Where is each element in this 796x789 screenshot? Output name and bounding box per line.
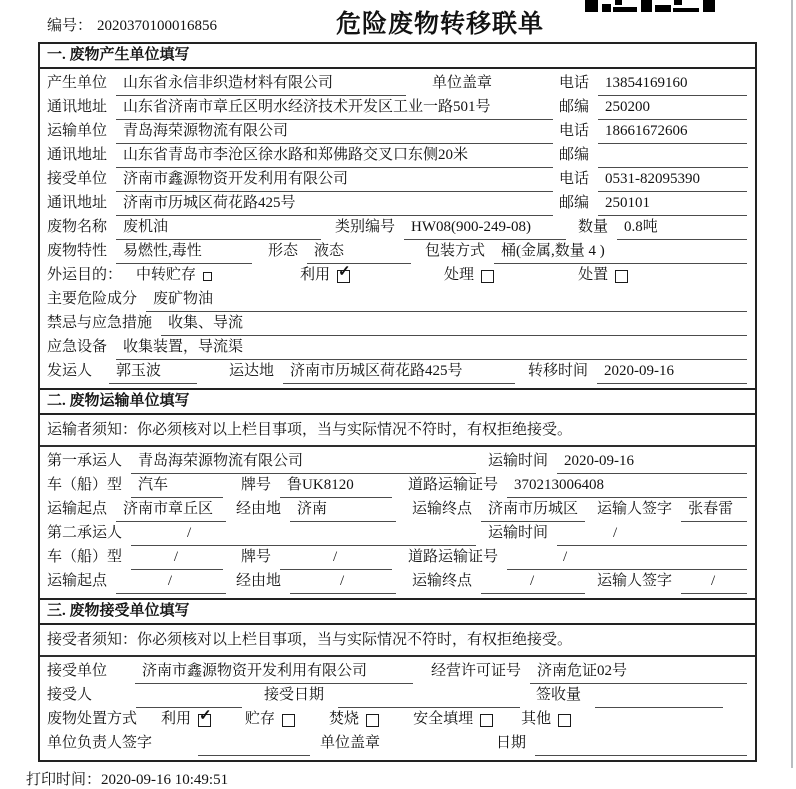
form-value: 液态: [307, 240, 411, 264]
waste-name-value: 废机油: [116, 216, 321, 240]
transfer-date-value: 2020-09-16: [597, 360, 747, 384]
vehicle-row-1: [40, 474, 755, 498]
endpoint2-value: /: [481, 570, 585, 594]
receiver-row: [40, 168, 755, 192]
receiver-label: 接受单位: [47, 171, 108, 187]
destination-label: 运达地: [229, 363, 275, 379]
option-transit-storage-label: 中转贮存: [136, 267, 197, 283]
destination-value: 济南市历城区荷花路425号: [283, 360, 515, 384]
plate-number-label: 牌号: [241, 477, 272, 493]
waste-name-row: [40, 216, 755, 240]
checkbox-disposal-other: [558, 714, 571, 727]
producer-address-value: 山东省济南市章丘区明水经济技术开发区工业一路501号: [116, 96, 553, 120]
quantity-label: 数量: [578, 219, 609, 235]
plate-number2-value: /: [280, 546, 392, 570]
checkbox-disposal-store: [282, 714, 295, 727]
license-label: 经营许可证号: [431, 663, 522, 679]
emergency-equipment-value: 收集装置，导流渠: [116, 336, 747, 360]
unit-seal-label: 单位盖章: [432, 75, 493, 91]
origin-value: 济南市章丘区: [116, 498, 226, 522]
section3-body: [40, 657, 755, 760]
receiver-zip-value: 250101: [598, 192, 747, 216]
option-store-label: 贮存: [245, 711, 276, 727]
section2-header: 二. 废物运输单位填写: [40, 388, 755, 415]
option-incinerate-label: 焚烧: [329, 711, 360, 727]
transport-time-label: 运输时间: [488, 453, 549, 469]
qr-code-fragment: [585, 0, 715, 12]
carrier-sign-label: 运输人签字: [597, 573, 673, 589]
option-landfill-label: 安全填埋: [413, 711, 474, 727]
producer-label: 产生单位: [47, 75, 108, 91]
option-treat-label: 处理: [444, 267, 475, 283]
first-carrier-label: 第一承运人: [47, 453, 123, 469]
section1-body: [40, 69, 755, 388]
waste-traits-label: 废物特性: [47, 243, 108, 259]
hazard-component-value: 废矿物油: [146, 288, 747, 312]
transporter-phone-value: 18661672606: [598, 120, 747, 144]
origin2-value: /: [116, 570, 226, 594]
receiver-notice: 接受者须知：你必须核对以上栏目事项，当与实际情况不符时，有权拒绝接受。: [40, 625, 755, 657]
address-label: 通讯地址: [47, 99, 108, 115]
zip-label: 邮编: [559, 195, 590, 211]
first-carrier-row: [40, 450, 755, 474]
road-permit-label: 道路运输证号: [408, 477, 499, 493]
responsible-sign-value: [198, 732, 310, 756]
plate-number-label: 牌号: [241, 549, 272, 565]
recipient-label: 接受人: [47, 687, 93, 703]
document-number-label: 编号：: [47, 18, 93, 34]
producer-value: 山东省永信非织造材料有限公司: [116, 72, 406, 96]
transporter-row: [40, 120, 755, 144]
second-carrier-label: 第二承运人: [47, 525, 123, 541]
transporter-address-row: [40, 144, 755, 168]
outbound-purpose-row: [40, 264, 755, 288]
packing-value: 桶(金属,数量 4 ): [494, 240, 747, 264]
emergency-equipment-label: 应急设备: [47, 339, 108, 355]
checkbox-treat: [481, 270, 494, 283]
receiver-address-value: 济南市历城区荷花路425号: [116, 192, 553, 216]
emergency-measures-value: 收集、导流: [161, 312, 747, 336]
transporter-address-col1: [47, 144, 559, 168]
address-label: 通讯地址: [47, 147, 108, 163]
outbound-purpose-label: 外运目的：: [47, 267, 123, 283]
zip-label: 邮编: [559, 147, 590, 163]
transporter-zip-value: [598, 144, 748, 168]
accept-date-value: [338, 684, 520, 708]
checkbox-transit-storage: [203, 272, 212, 281]
emergency-measures-label: 禁忌与应急措施: [47, 315, 153, 331]
transporter-value: 青岛海荣源物流有限公司: [116, 120, 553, 144]
option-dispose-label: 处置: [578, 267, 609, 283]
option-utilize-label: 利用: [300, 267, 331, 283]
option-other-label: 其他: [521, 711, 552, 727]
date-value: [535, 732, 747, 756]
via-label: 经由地: [236, 573, 282, 589]
emergency-equipment-row: [40, 336, 755, 360]
second-carrier-row: [40, 522, 755, 546]
producer-col1: [47, 72, 559, 96]
waste-traits-value: 易燃性,毒性: [116, 240, 252, 264]
receiver-address-row: [40, 192, 755, 216]
section2-body: [40, 447, 755, 598]
producer-zip-value: 250200: [598, 96, 747, 120]
responsible-sign-row: [40, 732, 755, 756]
via-value: 济南: [290, 498, 396, 522]
second-carrier-value: /: [131, 522, 476, 546]
vehicle-type-label: 车（船）型: [47, 477, 123, 493]
transport-time-value: 2020-09-16: [557, 450, 747, 474]
print-time-value: 2020-09-16 10:49:51: [101, 772, 229, 788]
phone-label: 电话: [559, 75, 590, 91]
checkbox-disposal-landfill: [480, 714, 493, 727]
unit-seal-label: 单位盖章: [320, 735, 381, 751]
transfer-date-label: 转移时间: [528, 363, 589, 379]
plate-number-value: 鲁UK8120: [280, 474, 392, 498]
producer-address-row: [40, 96, 755, 120]
transport-time-label: 运输时间: [488, 525, 549, 541]
accept-unit-value: 济南市鑫源物资开发利用有限公司: [135, 660, 413, 684]
receiver-address-col1: [47, 192, 559, 216]
phone-label: 电话: [559, 123, 590, 139]
packing-label: 包装方式: [425, 243, 486, 259]
route-row-1: [40, 498, 755, 522]
producer-row: [40, 72, 755, 96]
accept-unit-label: 接受单位: [47, 663, 108, 679]
category-code-value: HW08(900-249-08): [404, 216, 566, 240]
road-permit-label: 道路运输证号: [408, 549, 499, 565]
carrier-sign2-value: /: [681, 570, 747, 594]
zip-label: 邮编: [559, 99, 590, 115]
carrier-sign-label: 运输人签字: [597, 501, 673, 517]
transporter-notice: 运输者须知：你必须核对以上栏目事项，当与实际情况不符时，有权拒绝接受。: [40, 415, 755, 447]
carrier-sign-value: 张春雷: [681, 498, 747, 522]
endpoint-value: 济南市历城区: [481, 498, 585, 522]
check-mark: ✓: [199, 707, 212, 724]
receiver-phone-value: 0531-82095390: [598, 168, 747, 192]
signed-amount-label: 签收量: [536, 687, 582, 703]
endpoint-label: 运输终点: [412, 501, 473, 517]
via-label: 经由地: [236, 501, 282, 517]
first-carrier-value: 青岛海荣源物流有限公司: [131, 450, 476, 474]
check-mark: ✓: [338, 263, 351, 280]
transporter-label: 运输单位: [47, 123, 108, 139]
quantity-value: 0.8吨: [617, 216, 747, 240]
disposal-method-label: 废物处置方式: [47, 711, 138, 727]
category-code-label: 类别编号: [335, 219, 396, 235]
checkbox-disposal-utilize: [198, 707, 212, 727]
document-number-value: 2020370100016856: [97, 18, 218, 34]
shipper-value: 郭玉波: [109, 360, 197, 384]
option-utilize-label: 利用: [161, 711, 192, 727]
recipient-value: [136, 684, 242, 708]
document-title: 危险废物转移联单: [336, 11, 545, 38]
form-label: 形态: [268, 243, 299, 259]
checkbox-disposal-incinerate: [366, 714, 379, 727]
producer-phone-value: 13854169160: [598, 72, 747, 96]
section1-header: 一. 废物产生单位填写: [40, 44, 755, 69]
print-time-label: 打印时间：: [26, 772, 102, 788]
emergency-measures-row: [40, 312, 755, 336]
vehicle-type-label: 车（船）型: [47, 549, 123, 565]
checkbox-utilize: [337, 263, 351, 283]
document-number: [47, 14, 217, 35]
section3-header: 三. 废物接受单位填写: [40, 598, 755, 625]
hazard-component-label: 主要危险成分: [47, 291, 138, 307]
page-right-edge: [791, 0, 793, 768]
receiver-value: 济南市鑫源物资开发利用有限公司: [116, 168, 553, 192]
producer-address-col1: [47, 96, 559, 120]
license-value: 济南危证02号: [530, 660, 747, 684]
receiver-col1: [47, 168, 559, 192]
accept-unit-row: [40, 660, 755, 684]
transporter-col1: [47, 120, 559, 144]
origin-label: 运输起点: [47, 573, 108, 589]
phone-label: 电话: [559, 171, 590, 187]
shipper-label: 发运人: [47, 363, 93, 379]
road-permit2-value: /: [507, 546, 747, 570]
vehicle-row-2: [40, 546, 755, 570]
vehicle-type2-value: /: [131, 546, 223, 570]
document-header: [0, 0, 796, 42]
hazard-component-row: [40, 288, 755, 312]
endpoint-label: 运输终点: [412, 573, 473, 589]
manifest-form: [38, 42, 757, 762]
via2-value: /: [290, 570, 396, 594]
origin-label: 运输起点: [47, 501, 108, 517]
responsible-sign-label: 单位负责人签字: [47, 735, 153, 751]
accept-date-label: 接受日期: [264, 687, 325, 703]
disposal-method-row: [40, 708, 755, 732]
date-label: 日期: [496, 735, 527, 751]
address-label: 通讯地址: [47, 195, 108, 211]
print-time: [26, 768, 796, 789]
road-permit-value: 370213006408: [507, 474, 747, 498]
recipient-row: [40, 684, 755, 708]
waste-name-label: 废物名称: [47, 219, 108, 235]
transporter-address-value: 山东省青岛市李沧区徐水路和郑佛路交叉口东侧20米: [116, 144, 553, 168]
signed-amount-value: [595, 684, 723, 708]
shipper-row: [40, 360, 755, 384]
route-row-2: [40, 570, 755, 594]
waste-traits-row: [40, 240, 755, 264]
checkbox-dispose: [615, 270, 628, 283]
transport-time2-value: /: [557, 522, 747, 546]
vehicle-type-value: 汽车: [131, 474, 223, 498]
